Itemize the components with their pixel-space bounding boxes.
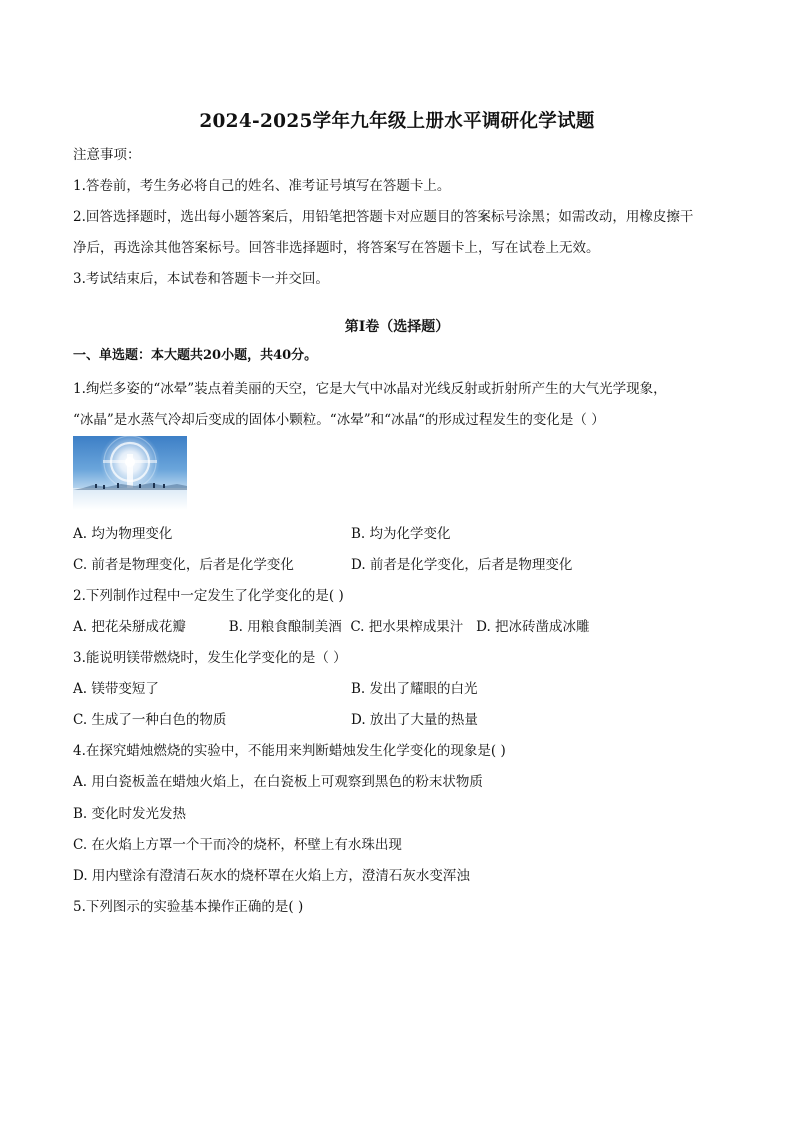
q3-stem: 3.能说明镁带燃烧时，发生化学变化的是（ ） [73,650,347,666]
q1-stem-line2: “冰晶”是水蒸气冷却后变成的固体小颗粒。“冰晕”和“冰晶“的形成过程发生的变化是（ ） [73,412,605,428]
q3-option-d[interactable]: D. 放出了大量的热量 [351,712,478,728]
q3-option-a[interactable]: A. 镁带变短了 [73,681,159,697]
q3-option-c[interactable]: C. 生成了一种白色的物质 [73,712,227,728]
q4-option-c[interactable]: C. 在火焰上方罩一个干而冷的烧杯，杯壁上有水珠出现 [73,837,402,853]
q1-option-d[interactable]: D. 前者是化学变化，后者是物理变化 [351,557,573,573]
q1-option-a[interactable]: A. 均为物理变化 [73,526,173,542]
q2-stem: 2.下列制作过程中一定发生了化学变化的是( ) [73,588,344,604]
q4-option-b[interactable]: B. 变化时发光发热 [73,806,187,822]
ice-halo-image [73,436,187,510]
notice-item-3: 3.考试结束后，本试卷和答题卡一并交回。 [73,271,329,287]
q1-stem-line1: 1.绚烂多姿的“冰晕”装点着美丽的天空，它是大气中冰晶对光线反射或折射所产生的大气光学现象， [73,381,667,397]
notice-item-2-cont: 净后，再选涂其他答案标号。回答非选择题时，将答案写在答题卡上，写在试卷上无效。 [73,240,600,256]
q1-option-c[interactable]: C. 前者是物理变化，后者是化学变化 [73,557,294,573]
q4-stem: 4.在探究蜡烛燃烧的实验中，不能用来判断蜡烛发生化学变化的现象是( ) [73,743,506,759]
notice-item-1: 1.答卷前，考生务必将自己的姓名、准考证号填写在答题卡上。 [73,178,451,194]
q1-option-b[interactable]: B. 均为化学变化 [351,526,451,542]
notice-item-2: 2.回答选择题时，选出每小题答案后，用铅笔把答题卡对应题目的答案标号涂黑；如需改动，用橡皮擦干 [73,209,694,225]
q4-option-a[interactable]: A. 用白瓷板盖在蜡烛火焰上，在白瓷板上可观察到黑色的粉末状物质 [73,774,483,790]
q5-stem: 5.下列图示的实验基本操作正确的是( ) [73,899,304,915]
notice-heading: 注意事项： [73,147,141,163]
q4-option-d[interactable]: D. 用内壁涂有澄清石灰水的烧杯罩在火焰上方，澄清石灰水变浑浊 [73,868,470,884]
page-title: 2024-2025学年九年级上册水平调研化学试题 [199,111,595,132]
section-heading: 一、单选题：本大题共20小题，共40分。 [73,348,318,363]
q2-options[interactable]: A. 把花朵掰成花瓣 B. 用粮食酿制美酒 C. 把水果榨成果汁 D. 把冰砖凿成冰雕 [73,619,590,635]
q3-option-b[interactable]: B. 发出了耀眼的白光 [351,681,478,697]
part-one-title: 第I卷（选择题） [344,319,450,335]
